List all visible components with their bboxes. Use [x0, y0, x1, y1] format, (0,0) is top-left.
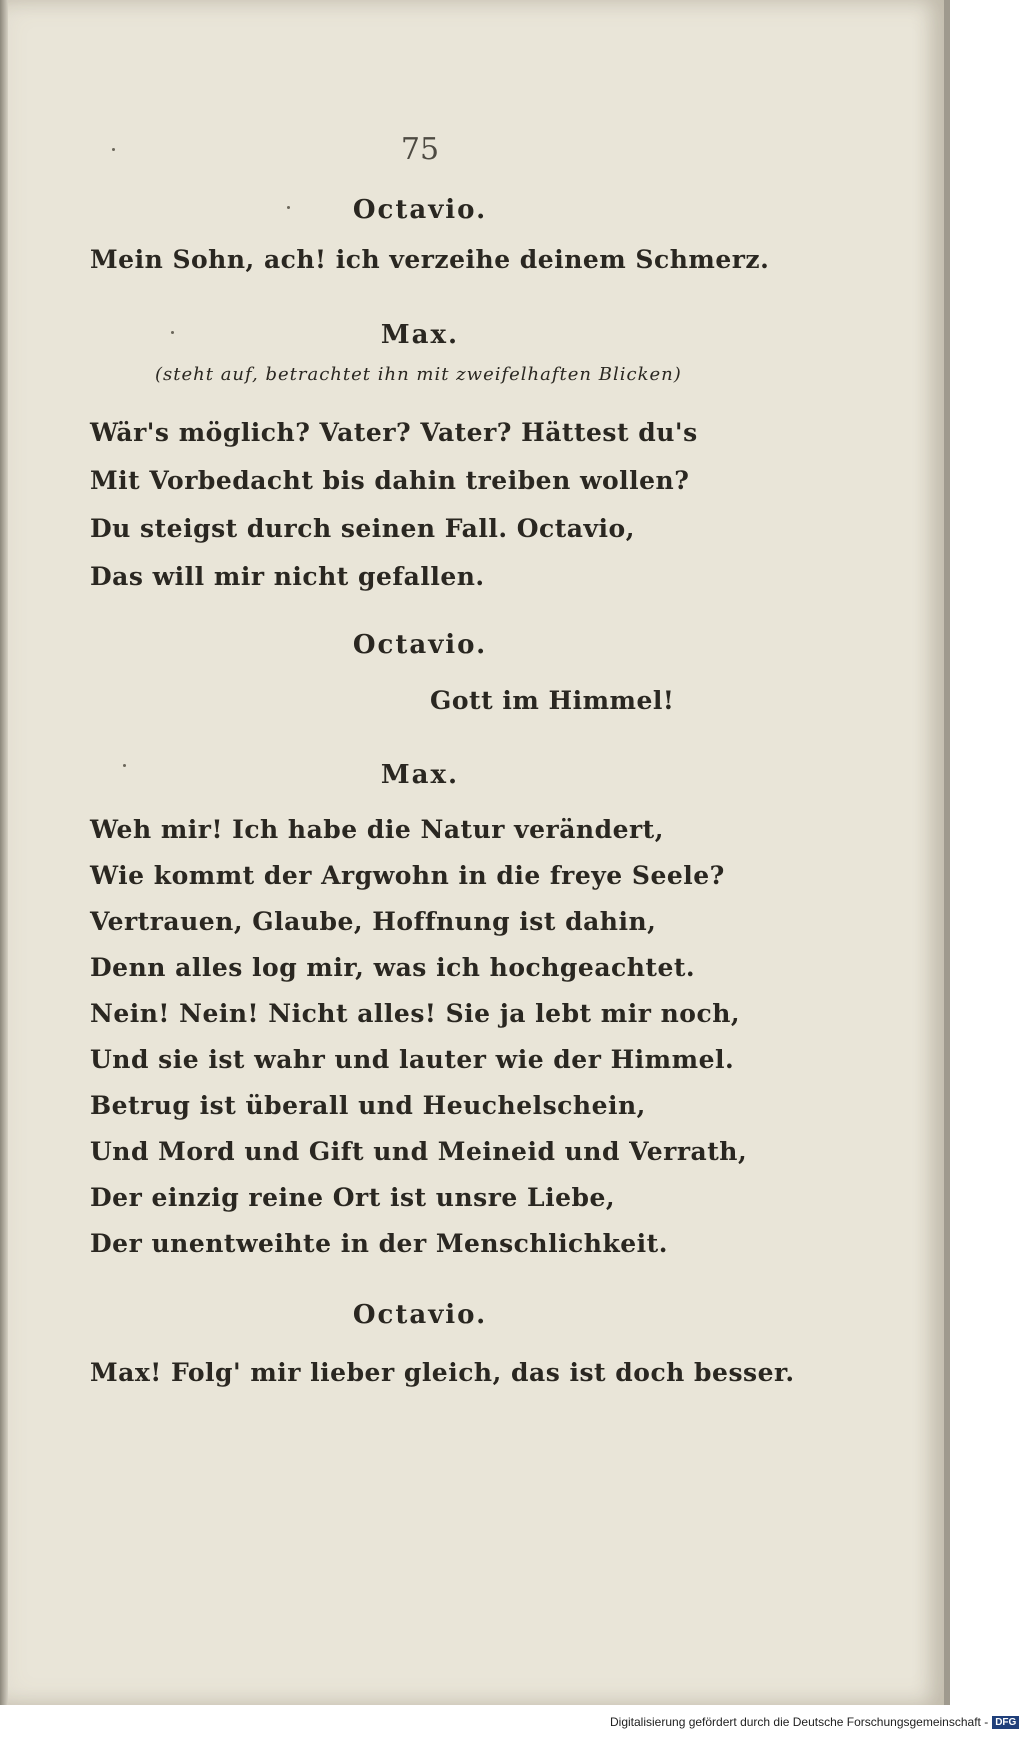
dfg-logo: DFG: [992, 1716, 1019, 1729]
verse-line: Der einzig reine Ort ist unsre Liebe,: [90, 1183, 616, 1212]
digitization-credit: [610, 1715, 1019, 1729]
speaker-heading: Octavio.: [352, 195, 488, 225]
verse-line: Mit Vorbedacht bis dahin treiben wollen?: [90, 466, 690, 495]
page-number: 75: [400, 132, 440, 167]
verse-line: Denn alles log mir, was ich hochgeachtet.: [90, 953, 696, 982]
verse-line: Max! Folg' mir lieber gleich, das ist doch besser.: [90, 1358, 795, 1387]
verse-line: Nein! Nein! Nicht alles! Sie ja lebt mir noch,: [90, 999, 741, 1028]
speaker-heading: Octavio.: [352, 1300, 488, 1330]
verse-line: Wär's möglich? Vater? Vater? Hättest du's: [90, 418, 698, 447]
verse-line: Der unentweihte in der Menschlichkeit.: [90, 1229, 668, 1258]
verse-line: Das will mir nicht gefallen.: [90, 562, 485, 591]
verse-line: Betrug ist überall und Heuchelschein,: [90, 1091, 646, 1120]
speaker-heading: Octavio.: [352, 630, 488, 660]
verse-line: Vertrauen, Glaube, Hoffnung ist dahin,: [90, 907, 657, 936]
speaker-heading: Max.: [380, 320, 460, 350]
verse-line: Wie kommt der Argwohn in die freye Seele?: [90, 861, 725, 890]
verse-line: Mein Sohn, ach! ich verzeihe deinem Schmerz.: [90, 245, 770, 274]
credit-text: Digitalisierung gefördert durch die Deutsche Forschungsgemeinschaft -: [610, 1715, 989, 1729]
verse-line: Und Mord und Gift und Meineid und Verrath,: [90, 1137, 748, 1166]
speaker-heading: Max.: [380, 760, 460, 790]
verse-line: Weh mir! Ich habe die Natur verändert,: [90, 815, 664, 844]
verse-line: Gott im Himmel!: [430, 686, 675, 715]
stage-direction: (steht auf, betrachtet ihn mit zweifelhaften Blicken): [155, 364, 682, 385]
verse-line: Und sie ist wahr und lauter wie der Himmel.: [90, 1045, 735, 1074]
verse-line: Du steigst durch seinen Fall. Octavio,: [90, 514, 635, 543]
